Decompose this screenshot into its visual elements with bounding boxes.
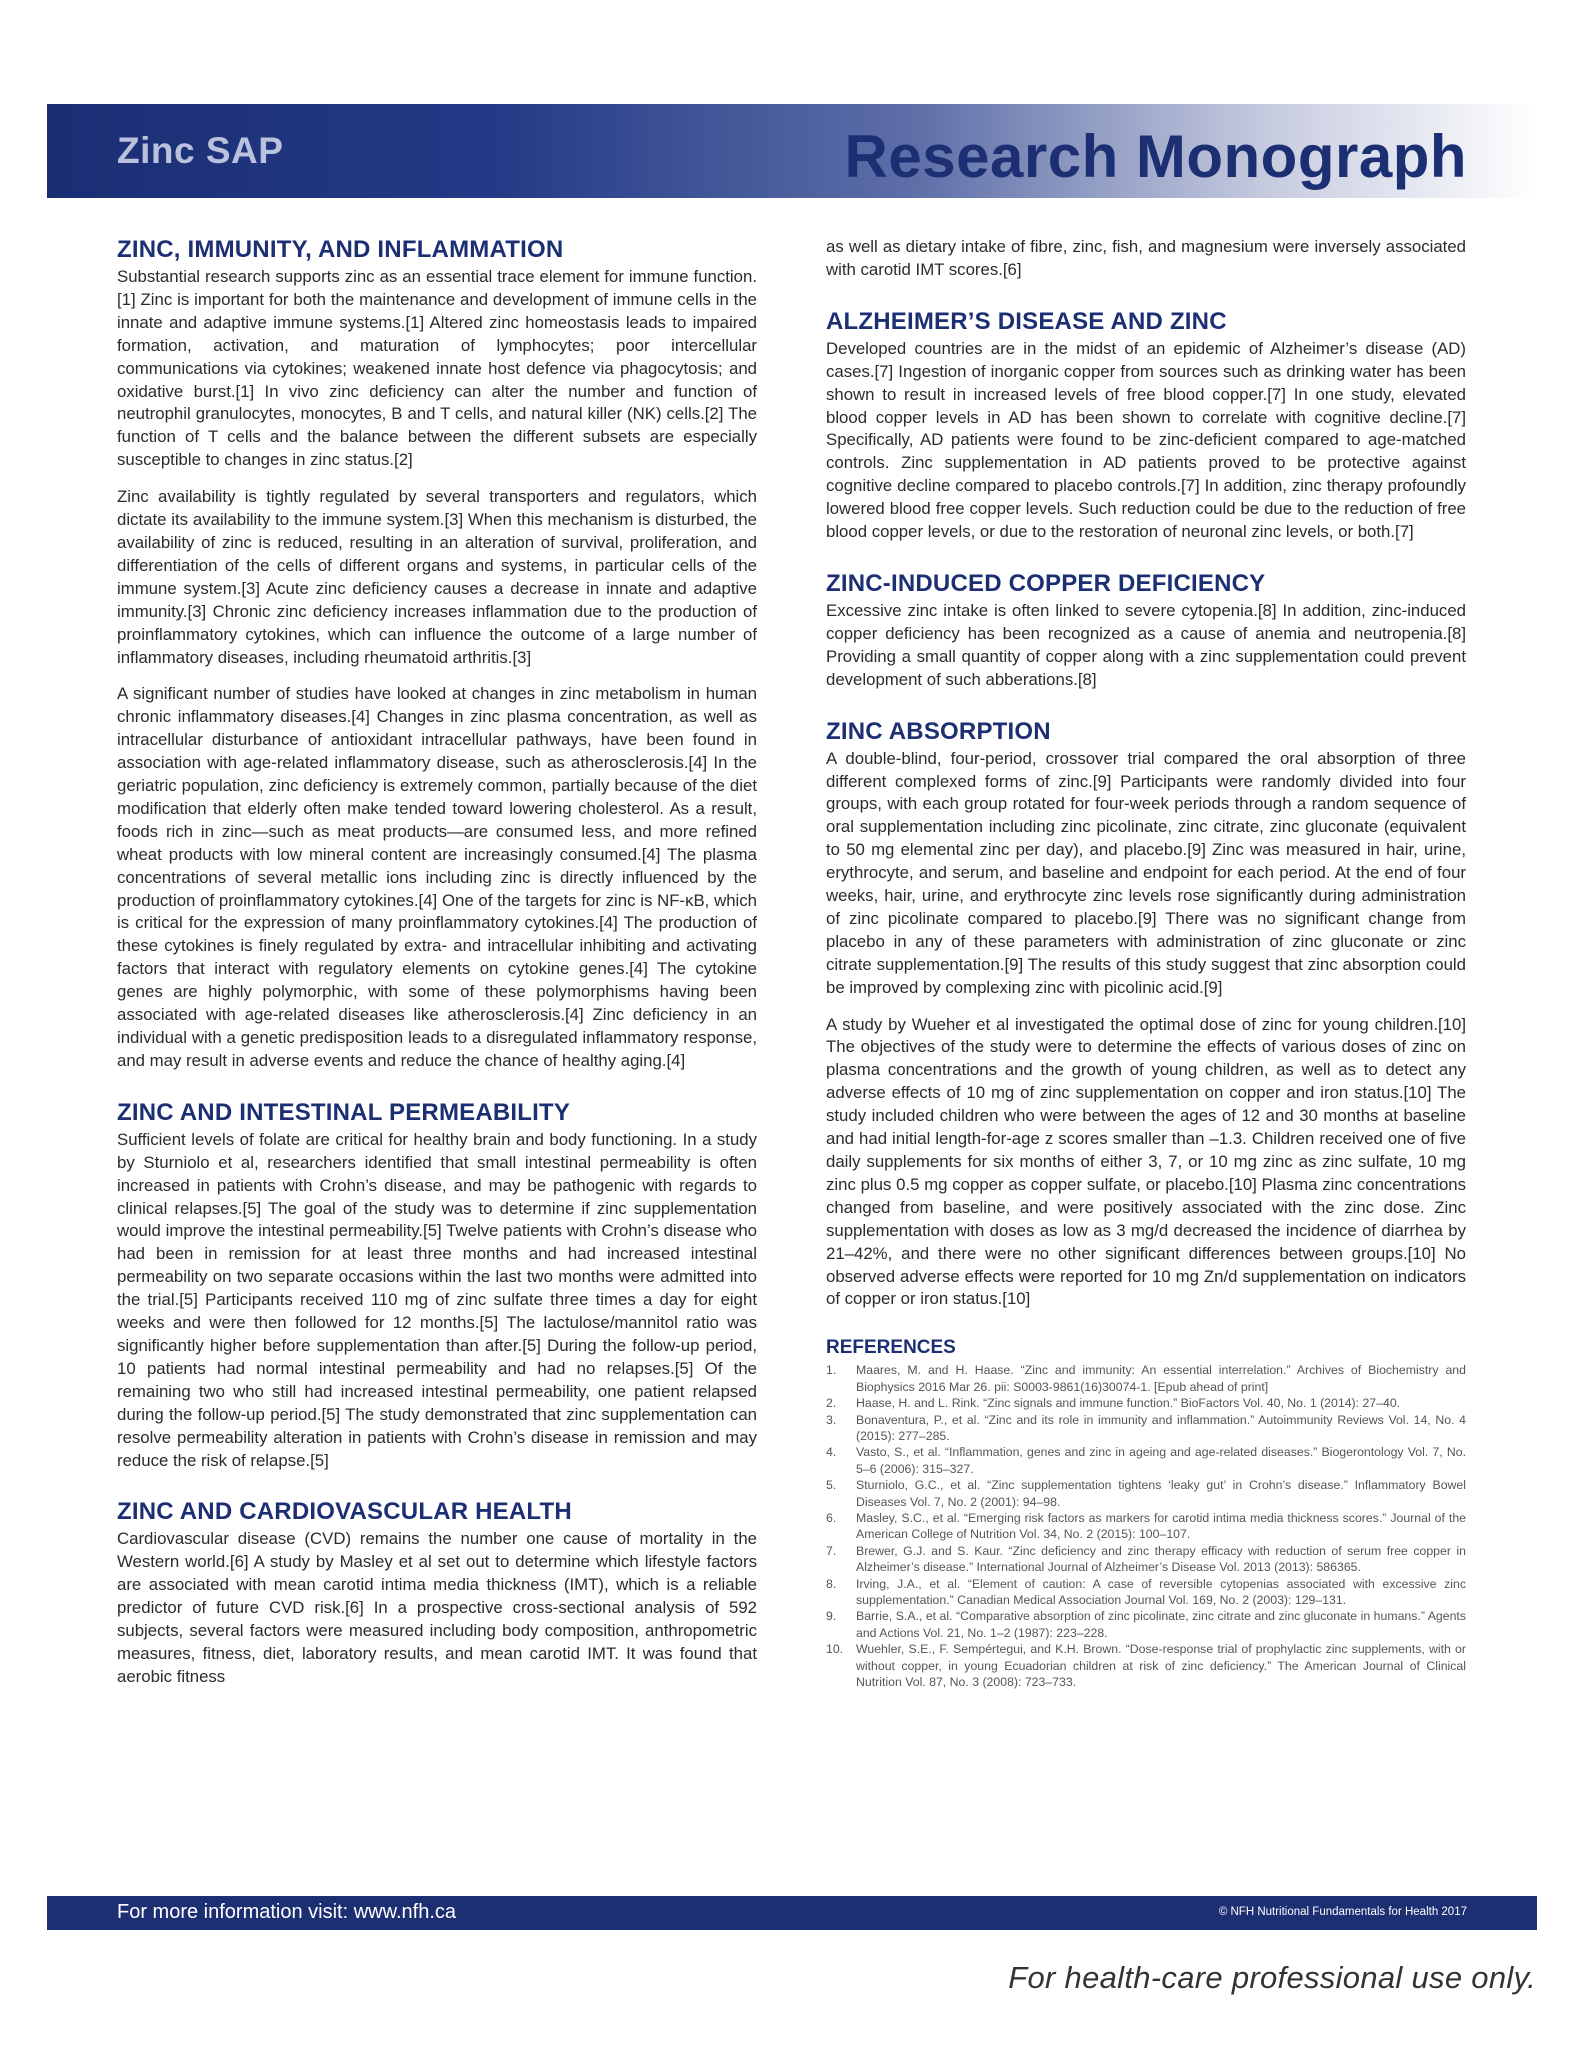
reference-item (826, 1412, 1466, 1445)
reference-item (826, 1608, 1466, 1641)
section-zinc-absorption (826, 718, 1466, 1312)
copyright-notice: © NFH Nutritional Fundamentals for Health 2017 (1218, 1906, 1467, 1918)
reference-number: 9. (826, 1609, 837, 1624)
paragraph: A double-blind, four-period, crossover trial compared the oral absorption of three different complexed forms of zinc.[9] Participants were randomly divided into four groups, with each group rotated for four-week periods through a random sequence of oral supplementation including zinc picolinate, zinc citrate, zinc gluconate (equivalent to 50 mg elemental zinc per day), and placebo.[9] Zinc was measured in hair, urine, erythrocyte, and serum, and baseline and endpoint for each period. At the end of four weeks, hair, urine, and erythrocyte zinc levels rose significantly during administration of zinc picolinate compared to placebo.[9] There was no significant change from placebo in any of these parameters with administration of zinc gluconate or zinc citrate supplementation.[9] The results of this study suggest that zinc absorption could be improved by complexing zinc with picolinic acid.[9] (826, 748, 1466, 997)
reference-number: 2. (826, 1396, 837, 1411)
reference-number: 10. (826, 1642, 844, 1657)
reference-number: 5. (826, 1478, 837, 1493)
reference-text: Barrie, S.A., et al. “Comparative absorption of zinc picolinate, zinc citrate and zinc gluconate in humans.” Agents and Actions Vol. 21, No. 1–2 (1987): 223–228. (856, 1609, 1466, 1640)
reference-text: Irving, J.A., et al. “Element of caution: A case of reversible cytopenias associated with excessive zinc supplementation.” Canadian Medical Association Journal Vol. 169, No. 2 (2003): 129–131. (856, 1576, 1466, 1608)
reference-text: Vasto, S., et al. “Inflammation, genes and zinc in ageing and age-related diseases.” Biogerontology Vol. 7, No. 5–6 (2006): 315–327. (856, 1445, 1466, 1476)
paragraph: Substantial research supports zinc as an essential trace element for immune function.[1] Zinc is important for both the maintenance and development of immune cells in the innate and adaptive immune systems.[1] Altered zinc homeostasis leads to impaired formation, activation, and maturation of lymphocytes; poor intercellular communications via cytokines; weakened innate host defence via phagocytosis; and oxidative burst.[1] In vivo zinc deficiency can alter the number and function of neutrophil granulocytes, monocytes, B and T cells, and natural killer (NK) cells.[2] The function of T cells and the balance between the different subsets are especially susceptible to changes in zinc status.[2] (117, 267, 757, 470)
section-alzheimers (826, 308, 1466, 544)
section-heading: ALZHEIMER’S DISEASE AND ZINC (826, 307, 1227, 335)
paragraph: Cardiovascular disease (CVD) remains the number one cause of mortality in the Western world.[6] A study by Masley et al set out to determine which lifestyle factors are associated with mean carotid intima media thickness (IMT), which is a reliable predictor of future CVD risk.[6] In a prospective cross-sectional analysis of 592 subjects, several factors were measured including body composition, anthropometric measures, fitness, diet, laboratory results, and mean carotid IMT. It was found that aerobic fitness (117, 1529, 757, 1686)
section-heading: ZINC-INDUCED COPPER DEFICIENCY (826, 569, 1266, 597)
section-immunity (117, 236, 757, 1073)
reference-number: 3. (826, 1412, 837, 1427)
reference-item (826, 1444, 1466, 1477)
section-intestinal-permeability (117, 1099, 757, 1473)
reference-item (826, 1395, 1466, 1411)
paragraph: as well as dietary intake of fibre, zinc, fish, and magnesium were inversely associated with carotid IMT scores.[6] (826, 237, 1466, 279)
reference-number: 4. (826, 1445, 837, 1460)
section-heading: ZINC ABSORPTION (826, 717, 1051, 745)
reference-item (826, 1543, 1466, 1576)
reference-list (826, 1362, 1466, 1690)
paragraph: Developed countries are in the midst of an epidemic of Alzheimer’s disease (AD) cases.[7] Ingestion of inorganic copper from sources such as drinking water has been shown to result in increased levels of free blood copper.[7] In one study, elevated blood copper levels in AD has been shown to correlate with cognitive decline.[7] Specifically, AD patients were found to be zinc-deficient compared to age-matched controls. Zinc supplementation in AD patients proved to be protective against cognitive decline compared to placebo controls.[7] In addition, zinc therapy profoundly lowered blood free copper levels. Such reduction could be due to the reduction of free blood copper levels, or due to the restoration of neuronal zinc levels, or both.[7] (826, 338, 1466, 542)
reference-text: Brewer, G.J. and S. Kaur. “Zinc deficiency and zinc therapy efficacy with reduction of serum free copper in Alzheimer’s disease.” International Journal of Alzheimer’s Disease Vol. 2013 (2013): 586365. (856, 1543, 1466, 1575)
paragraph: Sufficient levels of folate are critical for healthy brain and body functioning. In a study by Sturniolo et al, researchers identified that small intestinal permeability is often increased in patients with Crohn’s disease, and may be pathogenic with regards to clinical relapses.[5] The goal of the study was to determine if zinc supplementation would improve the intestinal permeability.[5] Twelve patients with Crohn’s disease who had been in remission for at least three months and had increased intestinal permeability on two separate occasions within the last two months were admitted into the trial.[5] Participants received 110 mg of zinc sulfate three times a day for eight weeks and were then followed for 12 months.[5] The lactulose/mannitol ratio was significantly higher before supplementation than after.[5] During the follow-up period, 10 patients had normal intestinal permeability and had no relapses.[5] Of the remaining two who still had increased intestinal permeability, one patient relapsed during the follow-up period.[5] The study demonstrated that zinc supplementation can resolve permeability alteration in patients with Crohn’s disease in remission and may reduce the risk of relapse.[5] (117, 1129, 757, 1470)
reference-text: Masley, S.C., et al. “Emerging risk factors as markers for carotid intima media thickness scores.” Journal of the American College of Nutrition Vol. 34, No. 2 (2015): 100–107. (856, 1511, 1466, 1542)
left-column (117, 236, 757, 1715)
reference-number: 1. (826, 1363, 837, 1378)
header-banner (47, 104, 1537, 198)
reference-text: Haase, H. and L. Rink. “Zinc signals and immune function.” BioFactors Vol. 40, No. 1 (2014): 27–40. (856, 1396, 1401, 1411)
reference-number: 7. (826, 1543, 837, 1558)
website-link[interactable]: For more information visit: www.nfh.ca (117, 1901, 456, 1923)
section-heading: ZINC AND CARDIOVASCULAR HEALTH (117, 1498, 572, 1526)
reference-item (826, 1576, 1466, 1609)
reference-item (826, 1477, 1466, 1510)
references (826, 1337, 1466, 1690)
section-cardiovascular-continued (826, 236, 1466, 282)
section-heading: ZINC AND INTESTINAL PERMEABILITY (117, 1098, 571, 1126)
reference-item (826, 1362, 1466, 1395)
reference-text: Bonaventura, P., et al. “Zinc and its role in immunity and inflammation.” Autoimmunity Reviews Vol. 14, No. 4 (2015): 277–285. (856, 1412, 1466, 1443)
paragraph: Zinc availability is tightly regulated by several transporters and regulators, which dictate its availability to the immune system.[3] When this mechanism is disturbed, the availability of zinc is reduced, resulting in an alteration of survival, proliferation, and differentiation of the cells of different organs and systems, in particular cells of the immune system.[3] Acute zinc deficiency causes a decrease in innate and adaptive immunity.[3] Chronic zinc deficiency increases inflammation due to the production of proinflammatory cytokines, which can influence the outcome of a large number of inflammatory diseases, including rheumatoid arthritis.[3] (117, 487, 757, 667)
reference-text: Wuehler, S.E., F. Sempértegui, and K.H. Brown. “Dose-response trial of prophylactic zinc supplements, with or without copper, in young Ecuadorian children at risk of zinc deficiency.” The American Journal of Clinical Nutrition Vol. 87, No. 3 (2008): 723–733. (856, 1642, 1466, 1690)
section-cardiovascular (117, 1498, 757, 1688)
product-name: Zinc SAP (117, 130, 284, 171)
reference-item (826, 1641, 1466, 1690)
paragraph: A significant number of studies have looked at changes in zinc metabolism in human chronic inflammatory diseases.[4] Changes in zinc plasma concentration, as well as intracellular disturbance of antioxidant intracellular pathways, have been found in association with age-related inflammatory disease, such as atherosclerosis.[4] In the geriatric population, zinc deficiency is extremely common, partially because of the diet modification that elderly often make tended toward lowering cholesterol. As a result, foods rich in zinc—such as meat products—are consumed less, and more refined wheat products with low mineral content are increasingly consumed.[4] The plasma concentrations of several metallic ions including zinc is directly influenced by the production of proinflammatory cytokines.[4] One of the targets for zinc is NF-κB, which is critical for the expression of many proinflammatory cytokines.[4] The production of these cytokines is finely regulated by extra- and intracellular inhibiting and activating factors that interact with regulatory elements on cytokine genes.[4] The cytokine genes are highly polymorphic, with some of these polymorphisms having been associated with age-related diseases like atherosclerosis.[4] Zinc deficiency in an individual with a genetic predisposition leads to a disregulated inflammatory response, and may result in adverse events and reduce the chance of healthy aging.[4] (117, 684, 757, 1070)
professional-use-disclaimer: For health-care professional use only. (1008, 1960, 1536, 1995)
paragraph: Excessive zinc intake is often linked to severe cytopenia.[8] In addition, zinc-induced copper deficiency has been recognized as a cause of anemia and neutropenia.[8] Providing a small quantity of copper along with a zinc supplementation could prevent development of such abberations.[8] (826, 600, 1466, 689)
reference-number: 6. (826, 1511, 837, 1525)
document-type-title: Research Monograph (844, 123, 1467, 190)
reference-text: Sturniolo, G.C., et al. “Zinc supplementation tightens ‘leaky gut’ in Crohn’s disease.” Inflammatory Bowel Diseases Vol. 7, No. 2 (2001): 94–98. (856, 1478, 1466, 1509)
section-heading: ZINC, IMMUNITY, AND INFLAMMATION (117, 236, 564, 263)
section-copper-deficiency (826, 570, 1466, 692)
footer-bar (47, 1896, 1537, 1930)
references-heading: REFERENCES (826, 1337, 956, 1359)
right-column (826, 236, 1466, 1690)
reference-item (826, 1510, 1466, 1543)
reference-number: 8. (826, 1576, 837, 1591)
paragraph: A study by Wueher et al investigated the optimal dose of zinc for young children.[10] The objectives of the study were to determine the effects of various doses of zinc on plasma concentrations and the growth of young children, as well as to detect any adverse effects of 10 mg of zinc supplementation on copper and iron status.[10] The study included children who were between the ages of 12 and 30 months at baseline and had initial length-for-age z scores smaller than –1.3. Children received one of five daily supplements for six months of either 3, 7, or 10 mg zinc as zinc sulfate, 10 mg zinc plus 0.5 mg copper as copper sulfate, or placebo.[10] Plasma zinc concentrations changed from baseline, and were positively associated with the zinc dose. Zinc supplementation with doses as low as 3 mg/d decreased the incidence of diarrhea by 21–42%, and there were no other significant differences between groups.[10] No observed adverse effects were reported for 10 mg Zn/d supplementation on indicators of copper or iron status.[10] (826, 1014, 1466, 1309)
reference-text: Maares, M. and H. Haase. “Zinc and immunity: An essential interrelation.” Archives of Biochemistry and Biophysics 2016 Mar 26. pii: S0003-9861(16)30074-1. [Epub ahead of print] (856, 1363, 1466, 1394)
